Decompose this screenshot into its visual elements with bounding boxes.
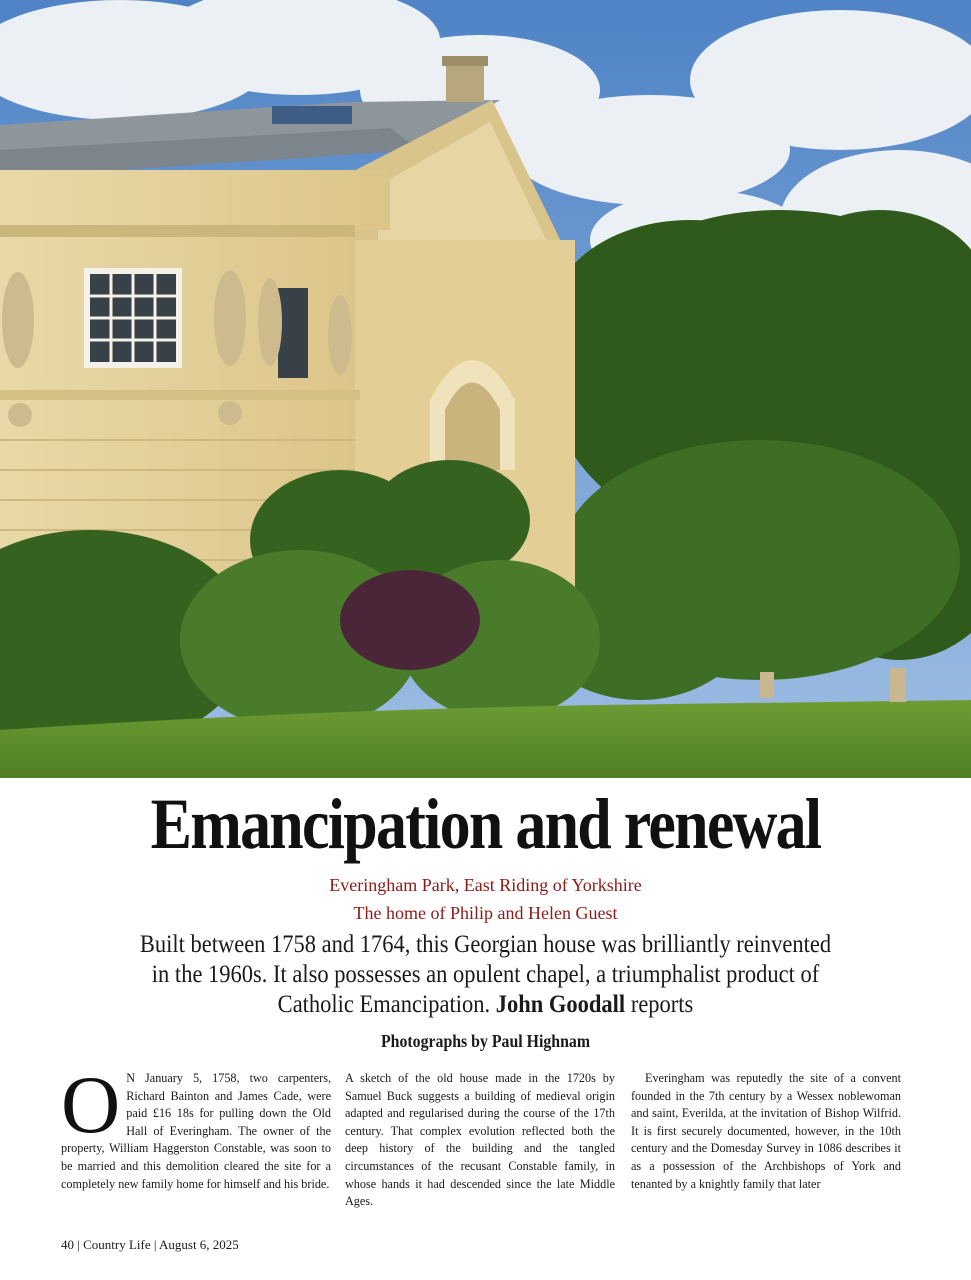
photo-credit: Photographs by Paul Highnam xyxy=(380,1031,591,1051)
article-title: Emancipation and renewal xyxy=(150,784,821,864)
standfirst xyxy=(130,930,842,1020)
standfirst-text: Built between 1758 and 1764, this Georgian house was brilliantly reinvented in the 1960s. It also possesses an opulent chapel, a triumphalist product of Catholic Emancipation. xyxy=(139,931,832,1018)
body-column-1 xyxy=(61,1059,331,1193)
kicker-owner: The home of Philip and Helen Guest xyxy=(353,903,618,923)
kicker-place: Everingham Park, East Riding of Yorkshire xyxy=(329,875,642,895)
standfirst-reports: reports xyxy=(630,991,694,1018)
body-column-1-text: N January 5, 1758, two carpenters, Richard Bainton and James Cade, were paid £16 18s for pulling down the Old Hall of Everingham. The owner of the property, William Haggerston Constable, was soon to be married and this demolition cleared the site for a completely new family home for himself and his bride. xyxy=(61,1071,331,1191)
author-name: John Goodall xyxy=(495,991,626,1018)
body-column-2: A sketch of the old house made in the 1720s by Samuel Buck suggests a building of medieval origin adapted and regularised during the course of the 17th century. That complex evolution reflected both the deep history of the building and the tangled circumstances of the recusant Constable family, in whose hands it had descended since the late Middle Ages. xyxy=(345,1071,615,1209)
body-column-3: Everingham was reputedly the site of a convent founded in the 7th century by a Wessex noblewoman and saint, Everilda, at the invitation of Bishop Wilfrid. It is first securely documented, however, in the 10th century and the Domesday Survey in 1086 describes it as a possession of the Archbishops of York and tenanted by a knightly family that later xyxy=(631,1071,901,1191)
page-folio: 40 | Country Life | August 6, 2025 xyxy=(61,1237,239,1252)
drop-cap: O xyxy=(61,1059,121,1150)
